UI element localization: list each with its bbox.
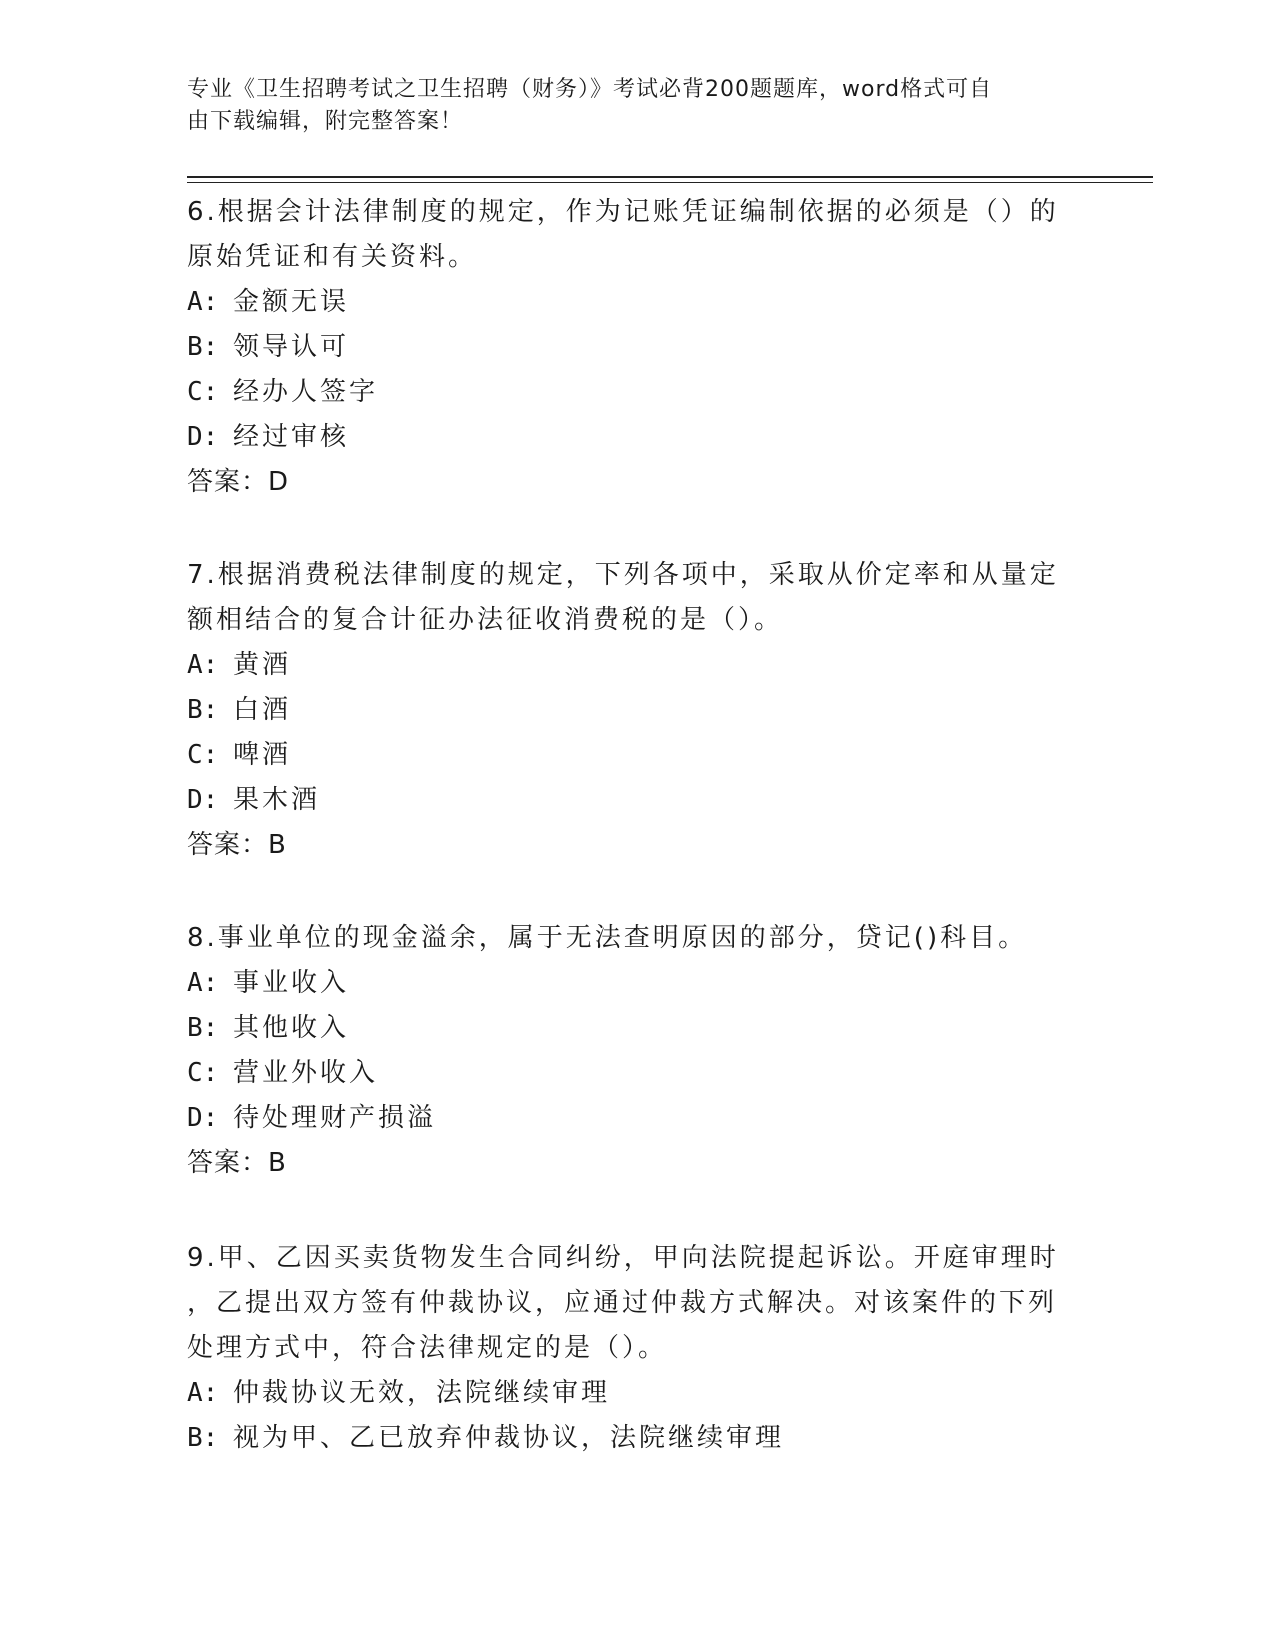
- option-text: 领导认可: [233, 332, 350, 362]
- question-6: [187, 190, 1067, 505]
- question-title-line: 处理方式中，符合法律规定的是（）。: [187, 1333, 668, 1363]
- option-d: [187, 1096, 1067, 1141]
- option-label: A:: [187, 650, 219, 680]
- answer: 答案：D: [187, 467, 290, 497]
- option-text: 黄酒: [233, 650, 292, 680]
- option-label: B:: [187, 1423, 219, 1453]
- answer: 答案：B: [187, 830, 287, 860]
- question-title-line: 9.甲、乙因买卖货物发生合同纠纷，甲向法院提起诉讼。开庭审理时: [187, 1243, 1059, 1273]
- option-text: 其他收入: [233, 1013, 350, 1043]
- option-a: [187, 1371, 1067, 1416]
- question-title-line: 额相结合的复合计征办法征收消费税的是（）。: [187, 605, 784, 635]
- option-c: [187, 370, 1067, 415]
- header-divider-top: [187, 176, 1153, 178]
- option-a: [187, 961, 1067, 1006]
- option-b: [187, 1416, 1067, 1461]
- option-text: 视为甲、乙已放弃仲裁协议，法院继续审理: [233, 1423, 785, 1453]
- question-9: [187, 1236, 1067, 1461]
- question-title-line: 8.事业单位的现金溢余，属于无法查明原因的部分，贷记()科目。: [187, 923, 1028, 953]
- answer: 答案：B: [187, 1148, 287, 1178]
- option-text: 金额无误: [233, 287, 350, 317]
- document-header: [187, 74, 1087, 138]
- option-text: 啤酒: [233, 740, 292, 770]
- question-title-line: 7.根据消费税法律制度的规定，下列各项中，采取从价定率和从量定: [187, 560, 1059, 590]
- option-b: [187, 325, 1067, 370]
- option-label: D:: [187, 422, 219, 452]
- header-line-1: 专业《卫生招聘考试之卫生招聘（财务）》考试必背200题题库，word格式可自: [187, 77, 993, 102]
- option-label: C:: [187, 1058, 219, 1088]
- question-title-line: 原始凭证和有关资料。: [187, 242, 478, 272]
- option-label: B:: [187, 332, 219, 362]
- option-b: [187, 688, 1067, 733]
- option-label: D:: [187, 1103, 219, 1133]
- option-d: [187, 778, 1067, 823]
- option-text: 经过审核: [233, 422, 350, 452]
- option-b: [187, 1006, 1067, 1051]
- option-label: D:: [187, 785, 219, 815]
- option-label: B:: [187, 1013, 219, 1043]
- option-d: [187, 415, 1067, 460]
- option-c: [187, 1051, 1067, 1096]
- option-text: 营业外收入: [233, 1058, 379, 1088]
- option-text: 事业收入: [233, 968, 350, 998]
- option-text: 仲裁协议无效，法院继续审理: [233, 1378, 611, 1408]
- question-7: [187, 553, 1067, 868]
- option-text: 经办人签字: [233, 377, 379, 407]
- question-title-line: 6.根据会计法律制度的规定，作为记账凭证编制依据的必须是（）的: [187, 197, 1059, 227]
- option-a: [187, 280, 1067, 325]
- option-a: [187, 643, 1067, 688]
- option-label: C:: [187, 377, 219, 407]
- question-8: [187, 916, 1067, 1186]
- option-label: B:: [187, 695, 219, 725]
- option-text: 白酒: [233, 695, 292, 725]
- option-text: 待处理财产损溢: [233, 1103, 437, 1133]
- header-divider-bottom: [187, 182, 1153, 183]
- option-text: 果木酒: [233, 785, 321, 815]
- option-label: A:: [187, 287, 219, 317]
- option-label: A:: [187, 1378, 219, 1408]
- question-title-line: ，乙提出双方签有仲裁协议，应通过仲裁方式解决。对该案件的下列: [187, 1288, 1058, 1318]
- option-c: [187, 733, 1067, 778]
- option-label: C:: [187, 740, 219, 770]
- header-line-2: 由下载编辑，附完整答案！: [187, 109, 464, 134]
- option-label: A:: [187, 968, 219, 998]
